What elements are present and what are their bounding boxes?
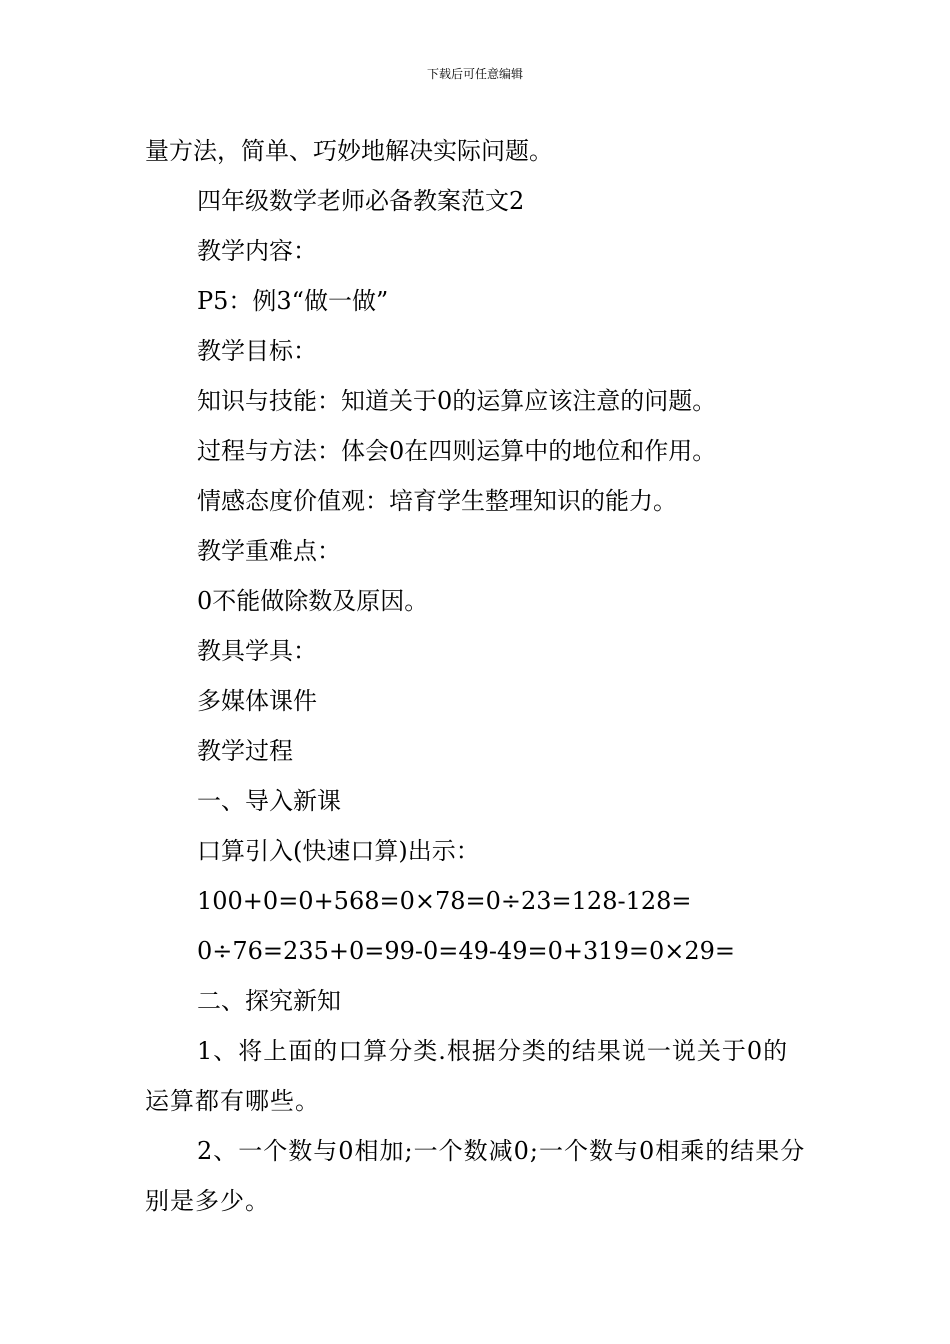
teaching-aids-text: 多媒体课件 [197, 687, 317, 715]
explore-item-2: 2、一个数与0相加;一个数减0;一个数与0相乘的结果分别是多少。 [145, 1137, 806, 1215]
oral-calc-line-2: 0÷76=235+0=99-0=49-49=0+319=0×29= [197, 937, 735, 965]
page-header: 下载后可任意编辑 [426, 67, 523, 81]
key-difficulties-text: 0不能做除数及原因。 [197, 587, 429, 615]
goal-attitude-values: 情感态度价值观：培育学生整理知识的能力。 [197, 487, 677, 515]
heading-teaching-process: 教学过程 [197, 737, 293, 765]
step-two-heading: 二、探究新知 [197, 987, 341, 1015]
oral-calc-line-1: 100+0=0+568=0×78=0÷23=128-128= [197, 887, 692, 915]
section-title: 四年级数学老师必备教案范文2 [197, 187, 525, 215]
goal-knowledge-skills: 知识与技能：知道关于0的运算应该注意的问题。 [197, 387, 717, 415]
teaching-content-text: P5：例3“做一做” [197, 287, 389, 315]
explore-item-1: 1、将上面的口算分类.根据分类的结果说一说关于0的运算都有哪些。 [145, 1037, 789, 1115]
heading-teaching-aids: 教具学具： [197, 637, 317, 665]
paragraph-continuation: 量方法，简单、巧妙地解决实际问题。 [145, 137, 553, 165]
oral-calc-intro: 口算引入(快速口算)出示： [197, 837, 480, 865]
goal-process-method: 过程与方法：体会0在四则运算中的地位和作用。 [197, 437, 717, 465]
step-one-heading: 一、导入新课 [197, 787, 341, 815]
heading-teaching-content: 教学内容： [197, 237, 317, 265]
heading-teaching-goals: 教学目标： [197, 337, 317, 365]
heading-key-difficulties: 教学重难点： [197, 537, 341, 565]
document-body [145, 126, 810, 1226]
